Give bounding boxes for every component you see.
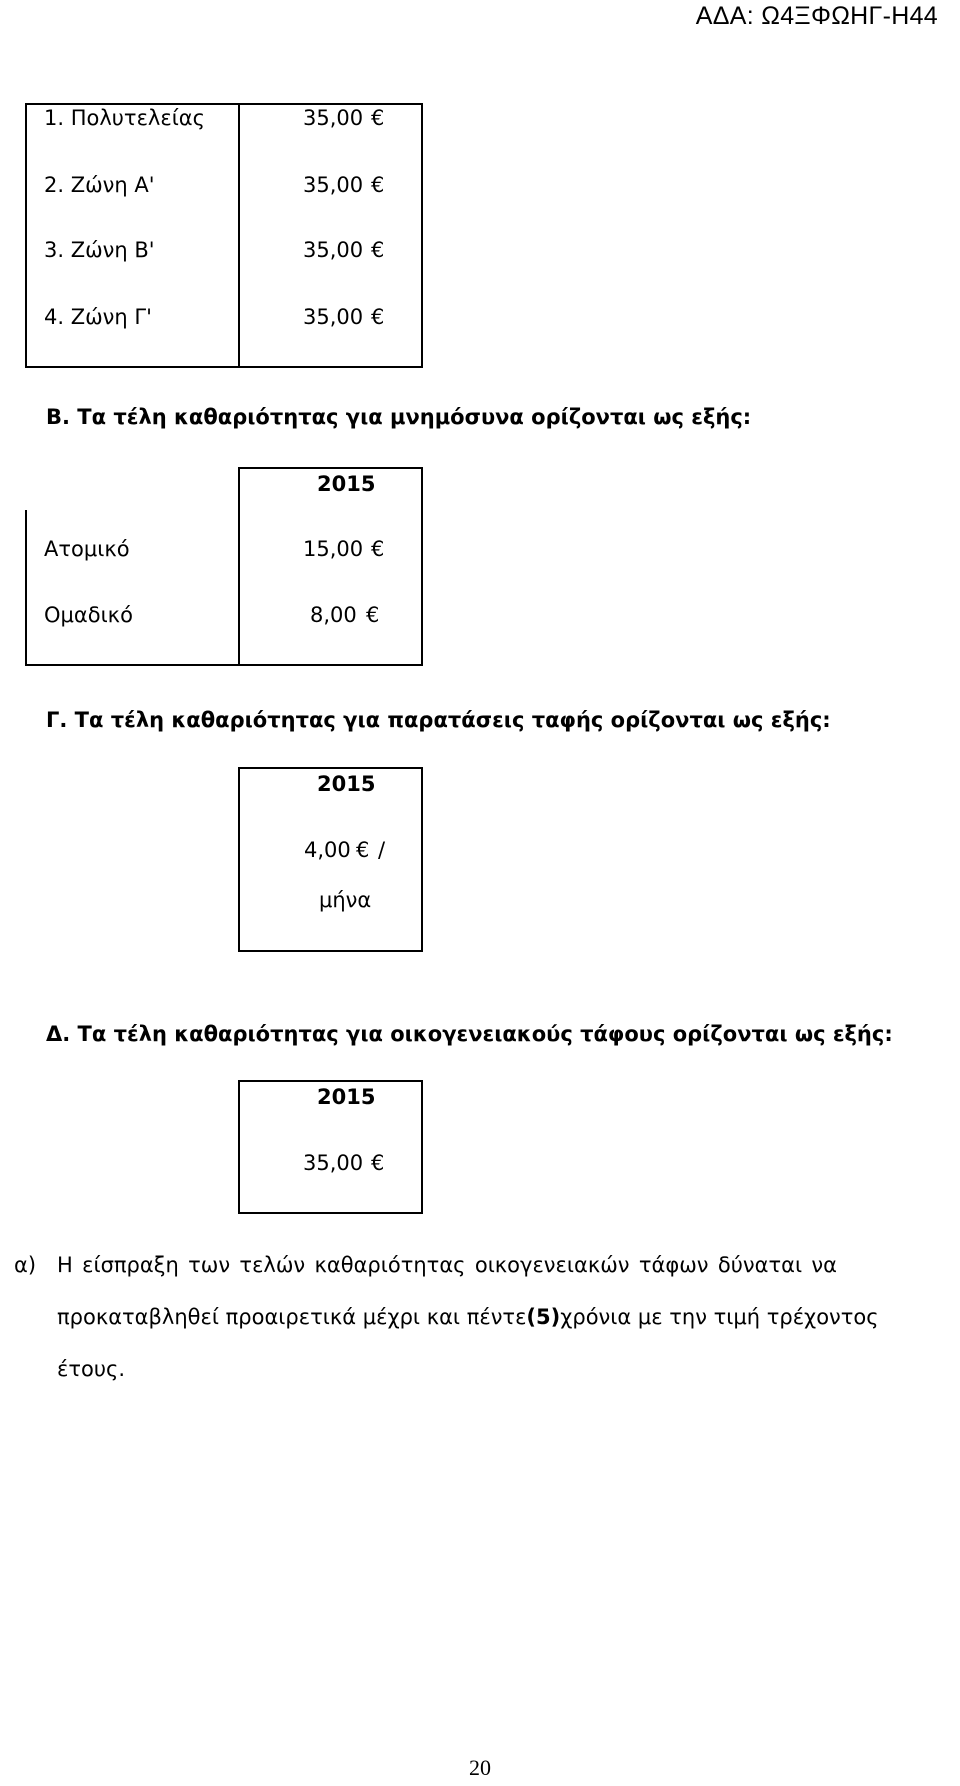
paragraph-line: Η είσπραξη των τελών καθαριότητας οικογενειακών τάφων δύναται να xyxy=(57,1253,837,1277)
ada-code: ΑΔΑ: Ω4ΞΦΩΗΓ-Η44 xyxy=(695,2,938,30)
unit-slash: / xyxy=(378,838,386,862)
euro-icon: € xyxy=(366,603,380,627)
row-label: Ατομικό xyxy=(44,537,130,561)
paragraph-text: χρόνια με την τιμή τρέχοντος xyxy=(560,1305,879,1329)
list-marker: α) xyxy=(14,1253,37,1277)
paragraph-bold-number: (5) xyxy=(526,1305,561,1329)
row-label: 4. Ζώνη Γ' xyxy=(44,305,152,329)
year-header: 2015 xyxy=(317,1085,376,1109)
section-d-heading: Δ. Τα τέλη καθαριότητας για οικογενειακούς τάφους ορίζονται ως εξής: xyxy=(46,1022,893,1046)
row-value: 35,00 xyxy=(303,238,364,262)
year-header: 2015 xyxy=(317,472,376,496)
section-c-heading: Γ. Τα τέλη καθαριότητας για παρατάσεις ταφής ορίζονται ως εξής: xyxy=(46,708,831,732)
euro-icon: € xyxy=(371,173,385,197)
page-number: 20 xyxy=(469,1755,491,1780)
euro-icon: € xyxy=(356,838,370,862)
paragraph-line xyxy=(57,1305,879,1329)
fee-value: 35,00 xyxy=(303,1151,364,1175)
row-value: 35,00 xyxy=(303,305,364,329)
euro-icon: € xyxy=(371,106,385,130)
row-value: 35,00 xyxy=(303,106,364,130)
euro-icon: € xyxy=(371,1151,385,1175)
fee-value: 4,00 xyxy=(304,838,351,862)
row-label: 2. Ζώνη Α' xyxy=(44,173,155,197)
row-label: 1. Πολυτελείας xyxy=(44,106,205,130)
paragraph-text: προκαταβληθεί προαιρετικά μέχρι και πέντε xyxy=(57,1305,527,1329)
row-value: 8,00 xyxy=(310,603,357,627)
row-label: 3. Ζώνη Β' xyxy=(44,238,155,262)
paragraph-line: έτους. xyxy=(57,1357,125,1381)
euro-icon: € xyxy=(371,238,385,262)
row-value: 35,00 xyxy=(303,173,364,197)
row-label: Ομαδικό xyxy=(44,603,133,627)
fee-unit: μήνα xyxy=(319,888,372,912)
euro-icon: € xyxy=(371,537,385,561)
section-b-heading: Β. Τα τέλη καθαριότητας για μνημόσυνα ορίζονται ως εξής: xyxy=(46,405,752,429)
year-header: 2015 xyxy=(317,772,376,796)
row-value: 15,00 xyxy=(303,537,364,561)
euro-icon: € xyxy=(371,305,385,329)
